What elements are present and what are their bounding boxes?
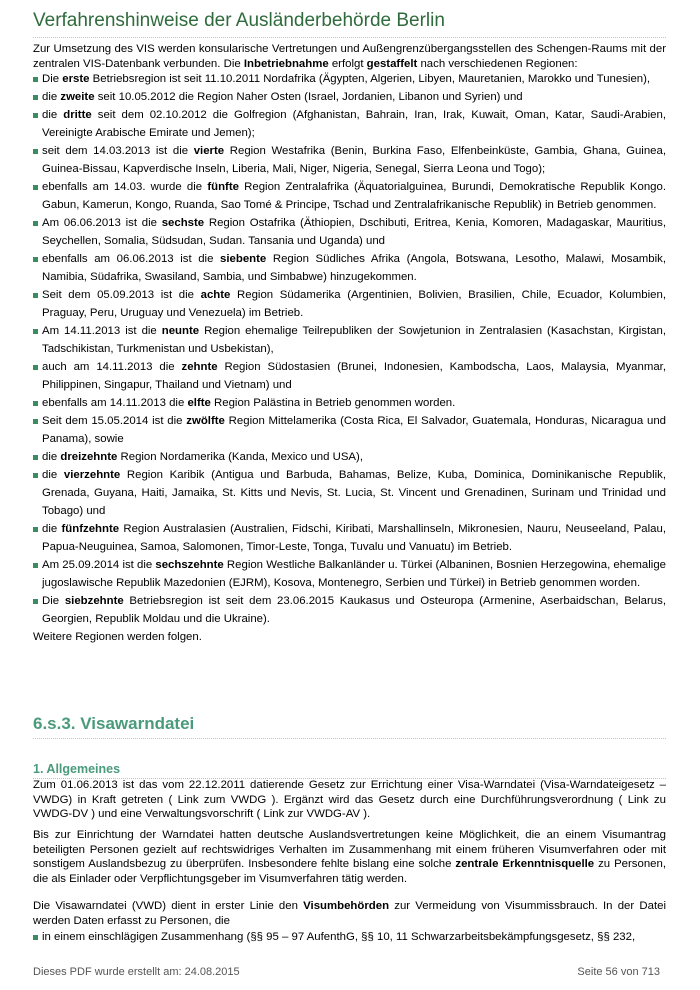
region-text: Am 25.09.2014 ist die [42,559,156,571]
region-list-item [33,286,666,322]
bullet-icon [33,455,38,460]
region-text: auch am 14.11.2013 die [42,361,182,373]
region-ordinal: neunte [161,325,200,337]
region-list-item [33,466,666,520]
bullet-icon [33,419,38,424]
bullet-icon [33,329,38,334]
bullet-icon [33,257,38,262]
page-footer [33,966,660,978]
bullet-icon [33,185,38,190]
bullet-icon [33,401,38,406]
region-text: Die [42,595,65,607]
region-ordinal: sechszehnte [155,559,224,571]
region-text: Region Palästina in Betrieb genommen worden. [210,397,456,409]
region-text: seit dem 02.10.2012 die Golfregion (Afghanistan, Bahrain, Iran, Irak, Kuwait, Oman, Katar, Saudi-Arabien, Vereinigte Arabische Emirate und Jemen); [42,109,666,139]
region-list-item [33,358,666,394]
region-text: Region Westafrika (Benin, Burkina Faso, Elfenbeinküste, Gambia, Ghana, Guinea, Guinea-Bissau, Kapverdische Inseln, Liberia, Mali, Niger, Nigeria, Senegal, Sierra Leona und Togo); [42,145,666,175]
intro-paragraph [33,42,666,71]
paragraph-text: zur Vermeidung von Visummissbrauch. In der Datei werden Daten erfasst zu Personen, die [33,900,666,927]
bullet-icon [33,113,38,118]
region-ordinal: fünfte [207,181,239,193]
region-ordinal: zweite [60,91,95,103]
bullet-icon [33,365,38,370]
region-list-item [33,142,666,178]
region-text: Am 14.11.2013 ist die [42,325,162,337]
region-ordinal: zehnte [181,361,218,373]
paragraph-text: Die Visawarndatei (VWD) dient in erster Linie den [33,900,304,912]
region-ordinal: vierzehnte [63,469,121,481]
region-list-item [33,394,666,412]
intro-text: erfolgt [328,57,367,70]
region-list-item [33,448,666,466]
region-list-item [33,520,666,556]
region-text: Betriebsregion ist seit dem 23.06.2015 Kaukasus und Osteuropa (Armenine, Aserbaidschan, Belarus, Georgien, Republik Moldau und die Ukraine). [42,595,666,625]
heading-divider [33,37,666,38]
section-divider [33,738,666,739]
region-text: die [42,91,61,103]
region-text: Region Westliche Balkanländer u. Türkei (Albaninen, Bosnien Herzegowina, ehemalige jugoslawische Republik Mazedonien (EJRM), Kosova, Montenegro, Serbien und Türkei) in Betrieb genommen worden. [42,559,666,589]
region-ordinal: erste [62,73,90,85]
region-ordinal: zwölfte [186,415,225,427]
region-text: Region Südamerika (Argentinien, Bolivien, Brasilien, Chile, Ecuador, Kolumbien, Praguay, Peru, Uruguay und Venezuela) im Betrieb. [42,289,666,319]
paragraph-text: zu Personen, die als Einlader oder Verpflichtungsgeber im Visumverfahren tätig werden. [33,858,666,885]
bullet-icon [33,527,38,532]
bullet-icon [33,935,38,940]
region-text: Seit dem 15.05.2014 ist die [42,415,187,427]
bullet-icon [33,221,38,226]
region-ordinal: dreizehnte [60,451,118,463]
region-text: die [42,523,62,535]
region-ordinal: dritte [63,109,92,121]
region-list [33,70,666,646]
footer-created-date: Dieses PDF wurde erstellt am: 24.08.2015 [33,966,240,978]
intro-bold-gestaffelt: gestaffelt [366,57,418,70]
region-text: Region Südostasien (Brunei, Indonesien, Kambodscha, Laos, Malaysia, Myanmar, Philippinen, Singapur, Thailand und Vietnam) und [42,361,666,391]
region-text: seit dem 14.03.2013 ist die [42,145,194,157]
region-list-item [33,178,666,214]
bullet-icon [33,77,38,82]
subsection-title: 1. Allgemeines [33,762,121,776]
region-ordinal: elfte [187,397,211,409]
paragraph-bold: zentrale Erkenntnisquelle [455,858,595,870]
region-list-item [33,88,666,106]
paragraph-vwdg: Zum 01.06.2013 ist das vom 22.12.2011 datierende Gesetz zur Errichtung einer Visa-Warndatei (Visa-Warndateigesetz – VWDG) in Kraft getreten ( Link zum VWDG ). Ergänzt wird das Gesetz durch eine Durchführungsverordnung ( Link zu VWDG-DV ) und eine Verwaltungsvorschrift ( Link zur VWDG-AV ). [33,779,666,820]
region-text: Die [42,73,63,85]
region-text: ebenfalls am 14.03. wurde die [42,181,208,193]
region-list-item [33,70,666,88]
region-text: die [42,469,64,481]
region-text: Region Ostafrika (Äthiopien, Dschibuti, Eritrea, Kenia, Komoren, Madagaskar, Mauritius, Seychellen, Somalia, Südsudan, Sudan. Tansania und Uganda) und [42,217,666,247]
more-regions-note: Weitere Regionen werden folgen. [33,631,202,643]
region-ordinal: vierte [193,145,225,157]
region-text: Seit dem 05.09.2013 ist die [42,289,201,301]
region-ordinal: achte [200,289,231,301]
paragraph-vwd [33,899,666,928]
section-title: 6.s.3. Visawarndatei [33,714,195,733]
intro-bold-inbetriebnahme: Inbetriebnahme [243,57,329,70]
paragraph-warndatei [33,828,666,886]
region-text: Region Australasien (Australien, Fidschi, Kiribati, Marshallinseln, Mikronesien, Nauru, Neuseeland, Palau, Papua-Neuguinea, Samoa, Salomonen, Timor-Leste, Tonga, Tuvalu und Vanuatu) im Betrieb. [42,523,666,553]
region-list-item [33,250,666,286]
paragraph-text: Bis zur Einrichtung der Warndatei hatten deutsche Auslandsvertretungen keine Möglichkeit, die an einem Visumantrag beteiligten Personen gezielt auf rechtswidriges Verhalten im Zusammenhang mit einem früheren Visumverfahren oder mit sonstigem Auslandsbezug zu überprüfen. Insbesondere fehlte bislang eine solche [33,829,666,870]
region-ordinal: siebzehnte [64,595,124,607]
region-text: Region Nordamerika (Kanda, Mexico und USA), [117,451,363,463]
region-list-item [33,556,666,592]
region-list-item [33,106,666,142]
bullet-icon [33,293,38,298]
region-text: ebenfalls am 06.06.2013 ist die [42,253,221,265]
bullet-icon [33,563,38,568]
bullet-icon [33,95,38,100]
region-list-item [33,322,666,358]
list-item-text: in einem einschlägigen Zusammenhang (§§ 95 – 97 AufenthG, §§ 10, 11 Schwarzarbeitsbekämpfungsgesetz, §§ 232, [42,931,636,943]
footer-page-number: Seite 56 von 713 [577,966,660,978]
region-text: Betriebsregion ist seit 11.10.2011 Nordafrika (Ägypten, Algerien, Libyen, Mauretanien, Marokko und Tunesien), [89,73,651,85]
intro-text: Zur Umsetzung des VIS werden konsularische Vertretungen und Außengrenzübergangsstellen des Schengen-Raums mit der zentralen VIS-Datenbank verbunden. Die [33,43,666,70]
region-text: Region Südliches Afrika (Angola, Botswana, Lesotho, Malawi, Mosambik, Namibia, Südafrika, Swasiland, Sambia, und Simbabwe) hinzugekommen. [42,253,667,283]
region-text: die [42,109,64,121]
bullet-icon [33,473,38,478]
region-list-item [33,214,666,250]
region-text: die [42,451,61,463]
region-list-item [33,592,666,628]
region-text: Am 06.06.2013 ist die [42,217,162,229]
region-text: Region Mittelamerika (Costa Rica, El Salvador, Guatemala, Honduras, Nicaragua und Panama), sowie [42,415,667,445]
page-heading: Verfahrenshinweise der Ausländerbehörde Berlin [33,10,445,31]
criteria-list [33,928,666,946]
intro-text: nach verschiedenen Regionen: [417,57,578,70]
paragraph-bold: Visumbehörden [303,900,390,912]
region-ordinal: fünfzehnte [61,523,120,535]
region-list-item [33,412,666,448]
list-item [33,928,666,946]
region-text: Region Zentralafrika (Äquatorialguinea, Burundi, Demokratische Republik Kongo. Gabun, Kamerun, Kongo, Ruanda, Sao Tomé & Principe, Tschad und Zentralafrikanische Republik) in Betrieb genommen. [42,181,667,211]
region-ordinal: siebente [220,253,267,265]
region-text: ebenfalls am 14.11.2013 die [42,397,188,409]
region-text: Region Karibik (Antigua und Barbuda, Bahamas, Belize, Kuba, Dominica, Dominikanische Republik, Grenada, Guyana, Haiti, Jamaika, St. Kitts und Nevis, St. Lucia, St. Vincent und Grenadinen, Surinam und Trinidad und Tobago) und [42,469,667,517]
bullet-icon [33,599,38,604]
region-ordinal: sechste [161,217,205,229]
bullet-icon [33,149,38,154]
region-text: Region ehemalige Teilrepubliken der Sowjetunion in Zentralasien (Kasachstan, Kirgistan, Tadschikistan, Turkmenistan und Usbekistan), [42,325,666,355]
region-text: seit 10.05.2012 die Region Naher Osten (Israel, Jordanien, Libanon und Syrien) und [94,91,523,103]
